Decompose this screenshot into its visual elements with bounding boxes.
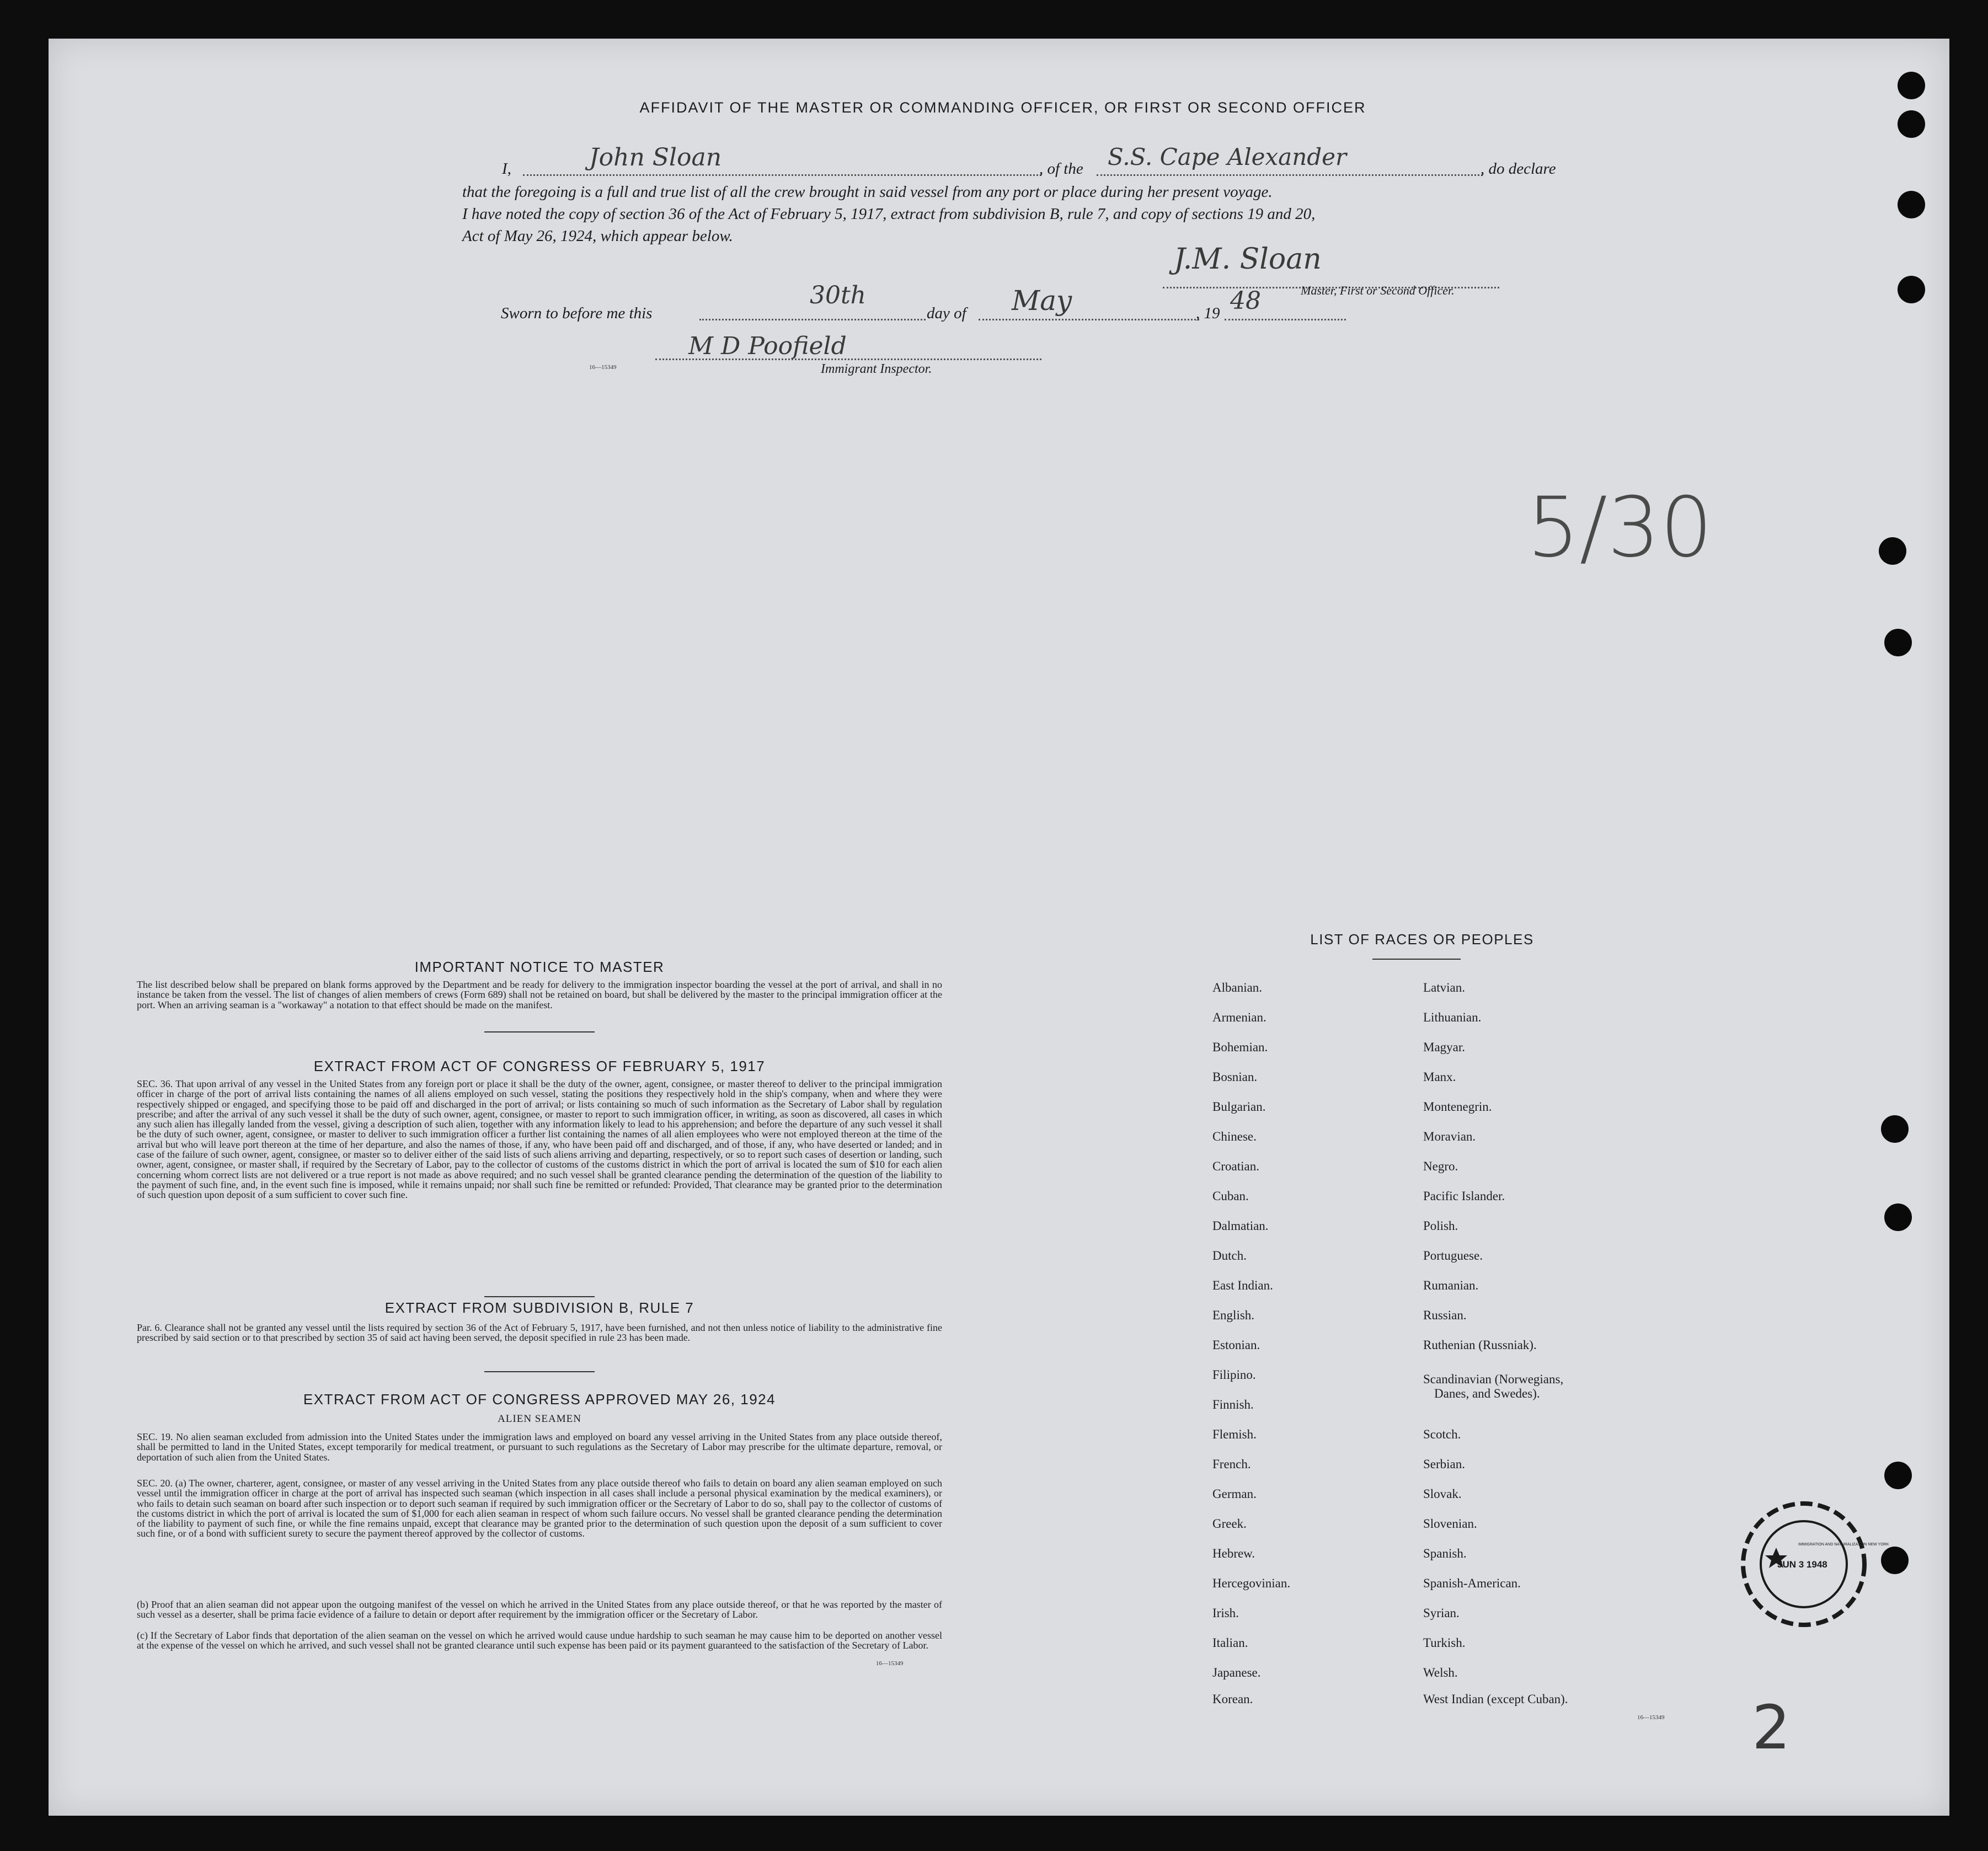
- affidavit-form-number: 16—15349: [589, 364, 617, 371]
- inspector-signature: M D Poofield: [688, 332, 847, 360]
- race-item: Finnish.: [1212, 1398, 1254, 1411]
- affidavit-line-3: I have noted the copy of section 36 of the Act of February 5, 1917, extract from subdivision B, rule 7, and copy of sections 19 and 20,: [462, 205, 1316, 223]
- race-item: Bulgarian.: [1212, 1100, 1266, 1114]
- race-item: Magyar.: [1423, 1040, 1466, 1054]
- divider-3: [484, 1371, 595, 1372]
- punch-hole: [1884, 1203, 1912, 1231]
- punch-hole: [1898, 72, 1925, 99]
- race-item: Flemish.: [1212, 1427, 1257, 1441]
- month-handwriting: May: [1012, 285, 1072, 317]
- day-handwriting: 30th: [810, 281, 867, 309]
- sec20a-body: SEC. 20. (a) The owner, charterer, agent, consignee, or master of any vessel arriving in the United States from any place outside thereof who fails to detain on board any alien seaman employed on such vessel until the immigration officer in charge at the port of arrival has inspected such seaman (which inspection in all cases shall include a personal physical examination by the medical examiners), or who fails to detain such seaman on board after such inspection or to deport such seaman if required by such immigration officer or the Secretary of Labor to do so, shall pay to the collector of customs of the customs district in which the port of arrival is located the sum of $1,000 for each alien seaman in respect of whom such failure occurs. No vessel shall be granted clearance pending the determination of the liability to payment of such fine, or while the fine remains unpaid, except that clearance may be granted prior to the determination of such question upon the deposit of a sum sufficient to cover such fine, or of a bond with sufficient surety to secure the payment thereof approved by the collector of customs.: [137, 1478, 942, 1539]
- inspector-signature-line: [655, 332, 1041, 360]
- affidavit-line-2: that the foregoing is a full and true list of all the crew brought in said vessel from any port or place during her present voyage.: [462, 183, 1273, 201]
- race-item: Dalmatian.: [1212, 1219, 1269, 1233]
- of-the-label: , of the: [1039, 160, 1083, 178]
- affidavit-i-label: I,: [502, 160, 511, 178]
- affidavit-line-4: Act of May 26, 1924, which appear below.: [462, 227, 733, 245]
- race-item: Scotch.: [1423, 1427, 1461, 1441]
- race-item: Negro.: [1423, 1159, 1458, 1173]
- race-item: Japanese.: [1212, 1666, 1261, 1679]
- race-item: Latvian.: [1423, 981, 1465, 994]
- master-name-field: [523, 143, 1041, 176]
- race-item: Dutch.: [1212, 1249, 1247, 1262]
- race-item: Armenian.: [1212, 1010, 1266, 1024]
- race-item: German.: [1212, 1487, 1257, 1501]
- extract-1924-subtitle: ALIEN SEAMEN: [498, 1413, 581, 1425]
- race-item: Ruthenian (Russniak).: [1423, 1338, 1537, 1352]
- document-sheet: [49, 39, 1949, 1816]
- race-item: Montenegrin.: [1423, 1100, 1492, 1114]
- page-mark-handwriting: 2: [1752, 1692, 1791, 1763]
- vessel-name-handwriting: S.S. Cape Alexander: [1108, 143, 1347, 170]
- race-item: West Indian (except Cuban).: [1423, 1692, 1568, 1706]
- race-item: English.: [1212, 1308, 1255, 1322]
- divider-2: [484, 1296, 595, 1297]
- races-divider: [1372, 959, 1461, 960]
- punch-hole: [1884, 629, 1912, 656]
- punch-hole: [1881, 1547, 1909, 1574]
- race-item: Pacific Islander.: [1423, 1189, 1505, 1203]
- race-item: Danes, and Swedes).: [1434, 1387, 1540, 1400]
- race-item: Slovenian.: [1423, 1517, 1477, 1531]
- punch-hole: [1898, 191, 1925, 218]
- race-item: Italian.: [1212, 1636, 1248, 1650]
- race-item: East Indian.: [1212, 1278, 1273, 1292]
- race-item: French.: [1212, 1457, 1251, 1471]
- inspector-caption: Immigrant Inspector.: [821, 362, 932, 376]
- divider-1: [484, 1031, 595, 1033]
- master-signature-caption: Master, First or Second Officer.: [1301, 283, 1455, 297]
- race-item: Bohemian.: [1212, 1040, 1268, 1054]
- race-item: Welsh.: [1423, 1666, 1458, 1679]
- day-of-label: day of: [927, 304, 966, 322]
- subdivision-b-body: Par. 6. Clearance shall not be granted any vessel until the lists required by section 36 of the Act of February 5, 1917, have been furnished, and not then unless notice of liability to the administrative fine prescribed by said section or to that prescribed by section 35 of said act having been served, the deposit specified in rule 23 has been made.: [137, 1322, 942, 1344]
- punch-hole: [1884, 1462, 1912, 1489]
- race-item: Slovak.: [1423, 1487, 1462, 1501]
- margin-note-handwriting: 5/30: [1527, 480, 1713, 576]
- race-item: Polish.: [1423, 1219, 1458, 1233]
- punch-hole: [1898, 110, 1925, 138]
- race-item: Moravian.: [1423, 1130, 1476, 1143]
- race-item: Albanian.: [1212, 981, 1263, 994]
- race-item: Cuban.: [1212, 1189, 1249, 1203]
- sec20c-body: (c) If the Secretary of Labor finds that deportation of the alien seaman on the vessel on which he arrived would cause undue hardship to such seaman he may cause him to be deported on another vessel at the expense of the vessel on which he arrived, and such vessel shall not be granted clearance until such expense has been paid or its payment guaranteed to the satisfaction of the Secretary of Labor.: [137, 1630, 942, 1651]
- year-prefix: , 19: [1196, 304, 1220, 322]
- extract-1924-title: EXTRACT FROM ACT OF CONGRESS APPROVED MAY 26, 1924: [303, 1391, 776, 1408]
- stamp-text: IMMIGRATION AND NATURALIZATION NEW YORK: [1798, 1543, 1889, 1547]
- race-item: Filipino.: [1212, 1368, 1256, 1382]
- race-item: Hercegovinian.: [1212, 1576, 1291, 1590]
- vessel-name-field: [1097, 143, 1483, 176]
- sec20b-body: (b) Proof that an alien seaman did not appear upon the outgoing manifest of the vessel on which he arrived in the United States from any place outside thereof, or that he was reported by the master of such vessel as a deserter, shall be prima facie evidence of a failure to detain or deport after requirement by the immigration officer or the Secretary of Labor.: [137, 1599, 942, 1620]
- master-signature: J.M. Sloan: [1174, 243, 1322, 276]
- race-item: Hebrew.: [1212, 1547, 1255, 1560]
- race-item: Serbian.: [1423, 1457, 1466, 1471]
- race-item: Rumanian.: [1423, 1278, 1479, 1292]
- races-form-number: 16—15349: [1637, 1714, 1665, 1721]
- notice-body: The list described below shall be prepared on blank forms approved by the Department and be ready for delivery to the immigration inspector boarding the vessel at the port of arrival, and shall in no instance be taken from the vessel. The list of changes of alien members of crews (Form 689) shall not be retained on board, but shall be delivered by the master to the principal immigration officer at the port. When an arriving seaman is a "workaway" a notation to that effect should be made on the manifest.: [137, 979, 942, 1010]
- stamp-date: JUN 3 1948: [1777, 1559, 1827, 1570]
- master-name-handwriting: John Sloan: [589, 143, 722, 172]
- race-item: Russian.: [1423, 1308, 1467, 1322]
- race-item: Manx.: [1423, 1070, 1456, 1084]
- year-field: [1225, 287, 1346, 320]
- race-item: Scandinavian (Norwegians,: [1423, 1372, 1564, 1386]
- race-item: Irish.: [1212, 1606, 1239, 1620]
- races-title: LIST OF RACES OR PEOPLES: [1310, 931, 1534, 948]
- race-item: Croatian.: [1212, 1159, 1259, 1173]
- punch-hole: [1881, 1115, 1909, 1143]
- date-stamp: [1738, 1498, 1889, 1630]
- race-item: Korean.: [1212, 1692, 1253, 1706]
- extract-form-number: 16—15349: [876, 1660, 904, 1667]
- year-handwriting: 48: [1230, 287, 1261, 315]
- race-item: Portuguese.: [1423, 1249, 1483, 1262]
- do-declare-label: , do declare: [1481, 160, 1556, 178]
- race-item: Greek.: [1212, 1517, 1247, 1531]
- extract-1917-title: EXTRACT FROM ACT OF CONGRESS OF FEBRUARY 5, 1917: [313, 1058, 766, 1074]
- punch-hole: [1879, 537, 1906, 565]
- race-item: Bosnian.: [1212, 1070, 1258, 1084]
- race-item: Turkish.: [1423, 1636, 1466, 1650]
- race-item: Syrian.: [1423, 1606, 1460, 1620]
- sec19-body: SEC. 19. No alien seaman excluded from admission into the United States under the immigration laws and employed on board any vessel arriving in the United States from any place outside thereof, shall be permitted to land in the United States, except temporarily for medical treatment, or pursuant to such regulations as the Secretary of Labor may prescribe for the ultimate departure, removal, or deportation of such alien from the United States.: [137, 1431, 942, 1463]
- month-field: [979, 285, 1199, 320]
- race-item: Spanish-American.: [1423, 1576, 1521, 1590]
- race-item: Lithuanian.: [1423, 1010, 1482, 1024]
- subdivision-b-title: EXTRACT FROM SUBDIVISION B, RULE 7: [384, 1299, 694, 1316]
- punch-hole: [1898, 276, 1925, 303]
- race-item: Chinese.: [1212, 1130, 1257, 1143]
- notice-title: IMPORTANT NOTICE TO MASTER: [414, 959, 665, 975]
- day-field: [699, 281, 926, 320]
- sworn-label: Sworn to before me this: [501, 304, 653, 322]
- extract-1917-body: SEC. 36. That upon arrival of any vessel in the United States from any foreign port or place it shall be the duty of the owner, agent, consignee, or master thereof to deliver to the principal immigration officer in charge of the port of arrival lists containing the names of all aliens employed on such vessel, stating the positions they respectively hold in the ship's company, when and where they were respectively shipped or engaged, and specifying those to be paid off and discharged in the port of arrival; or lists containing so much of such information as the Secretary of Labor shall by regulation prescribe; and after the arrival of any such vessel it shall be the duty of such owner, agent, consignee, or master to report to such immigration officer, in writing, as soon as discovered, all cases in which any such alien has illegally landed from the vessel, giving a description of such alien, together with any information likely to lead to his apprehension; and before the departure of any such vessel it shall be the duty of such owner, agent, consignee, or master to deliver to such immigration officer a further list containing the names of all alien employees who were not employed thereon at the time of the arrival but who will leave port thereon at the time of her departure, and also the names of those, if any, who have been paid off and discharged, and of those, if any, who have deserted or landed; and in case of the failure of such owner, agent, consignee, or master so to deliver either of the said lists of such aliens arriving and departing, respectively, or so to report such cases of desertion or landing, such owner, agent, consignee, or master shall, if required by the Secretary of Labor, pay to the collector of customs of the customs district in which the port of arrival is located the sum of $10 for each alien concerning whom correct lists are not delivered or a true report is not made as above required; and no such vessel shall be granted clearance pending the determination of the question of the liability to the payment of such fine, and, in the event such fine is imposed, while it remains unpaid; nor shall such fine be remitted or refunded: Provided, That clearance may be granted prior to the determination of such question upon deposit of a sum sufficient to cover such fine.: [137, 1078, 942, 1201]
- race-item: Spanish.: [1423, 1547, 1467, 1560]
- race-item: Estonian.: [1212, 1338, 1260, 1352]
- affidavit-title: AFFIDAVIT OF THE MASTER OR COMMANDING OFFICER, OR FIRST OR SECOND OFFICER: [639, 99, 1366, 116]
